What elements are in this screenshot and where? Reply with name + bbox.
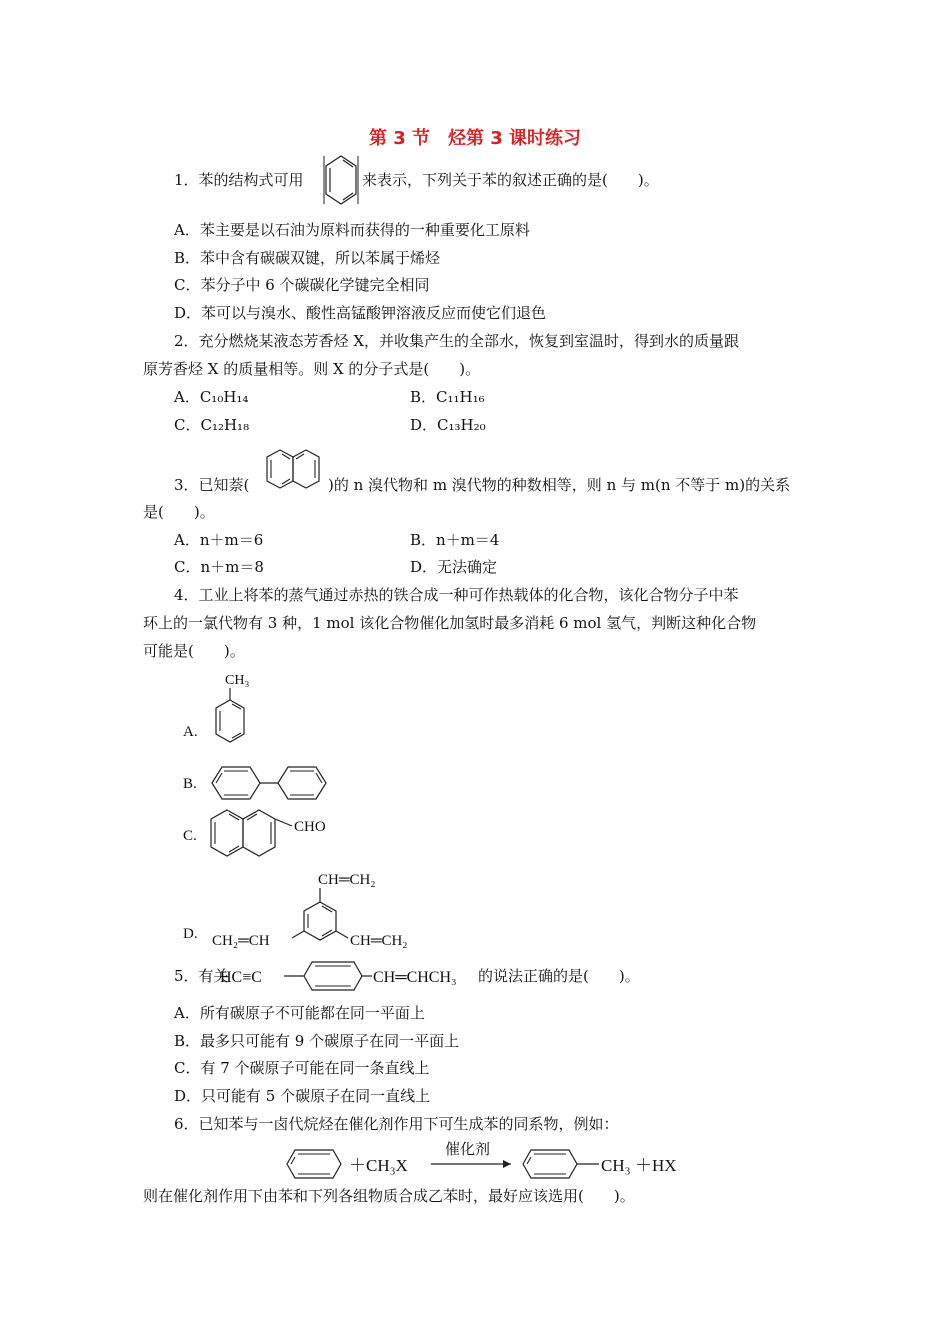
trivinylbenzene-structure-icon <box>212 866 452 956</box>
q4-line3: 可能是( )。 <box>143 642 245 660</box>
q4-option-b-label: B. <box>183 776 197 792</box>
q1-option-d: D．苯可以与溴水、酸性高锰酸钾溶液反应而使它们退色 <box>174 304 547 322</box>
q3-option-d: D．无法确定 <box>410 558 498 576</box>
q2-line2: 原芳香烃 X 的质量相等。则 X 的分子式是( )。 <box>143 360 481 378</box>
toluene-ch3-label: CH₃ <box>225 673 250 688</box>
q4-line2: 环上的一氯代物有 3 种，1 mol 该化合物催化加氢时最多消耗 6 mol 氢气，判断这种化合物 <box>143 614 757 632</box>
q6-reaction-equation <box>285 1138 705 1184</box>
q5-option-c: C．有 7 个碳原子可能在同一条直线上 <box>174 1059 430 1077</box>
vinyl-left-label: CH₂═CH <box>212 933 270 949</box>
q2-option-b: B．C₁₁H₁₆ <box>410 388 485 406</box>
biphenyl-structure-icon <box>210 764 340 804</box>
q3-option-a: A．n＋m＝6 <box>174 531 264 549</box>
q5-compound-structure-icon <box>220 956 475 996</box>
q5-option-a: A．所有碳原子不可能都在同一平面上 <box>174 1004 425 1022</box>
q3-stem-part1: 3．已知萘( <box>174 476 250 494</box>
q5-formula-right: CH═CHCH₃ <box>373 969 457 986</box>
q4-option-c-label: C. <box>183 828 197 844</box>
q1-option-c: C．苯分子中 6 个碳碳化学键完全相同 <box>174 276 430 294</box>
q1-stem-part1: 1．苯的结构式可用 <box>174 171 304 189</box>
q5-stem-part1: 5．有关 <box>174 967 229 985</box>
vinyl-right-label: CH═CH₂ <box>350 933 408 949</box>
naphthaldehyde-structure-icon <box>206 806 346 862</box>
q2-option-d: D．C₁₃H₂₀ <box>410 416 486 434</box>
page-title: 第 3 节 烃第 3 课时练习 <box>368 128 582 149</box>
q4-line1: 4．工业上将苯的蒸气通过赤热的铁合成一种可作热载体的化合物，该化合物分子中苯 <box>174 586 739 604</box>
benzene-kekule-icon <box>322 154 360 206</box>
q1-option-a: A．苯主要是以石油为原料而获得的一种重要化工原料 <box>174 221 530 239</box>
q5-formula-left: HC≡C <box>220 969 262 986</box>
arrow-head-icon <box>503 1160 511 1168</box>
q4-option-d-label: D. <box>183 926 198 942</box>
q6-line1: 6．已知苯与一卤代烷烃在催化剂作用下可生成苯的同系物，例如： <box>174 1115 619 1133</box>
q6-line2: 则在催化剂作用下由苯和下列各组物质合成乙苯时，最好应该选用( )。 <box>143 1187 635 1205</box>
q5-stem-part2: 的说法正确的是( )。 <box>478 967 640 985</box>
cho-group-label: CHO <box>294 819 326 835</box>
q2-option-a: A．C₁₀H₁₄ <box>174 388 249 406</box>
q3-option-b: B．n＋m＝4 <box>410 531 500 549</box>
q6-product-substituent: CH₃ <box>601 1156 631 1175</box>
q3-line2: 是( )。 <box>143 503 215 521</box>
vinyl-top-label: CH═CH₂ <box>318 872 376 888</box>
q5-option-d: D．只可能有 5 个碳原子在同一直线上 <box>174 1087 431 1105</box>
q2-line1: 2．充分燃烧某液态芳香烃 X，并收集产生的全部水，恢复到室温时，得到水的质量跟 <box>174 332 739 350</box>
q3-option-c: C．n＋m＝8 <box>174 558 264 576</box>
q1-option-b: B．苯中含有碳碳双键，所以苯属于烯烃 <box>174 249 441 267</box>
q4-option-a-label: A. <box>183 724 198 740</box>
naphthalene-icon <box>263 446 327 492</box>
q2-option-c: C．C₁₂H₁₈ <box>174 416 250 434</box>
q6-byproduct: ＋HX <box>635 1156 677 1175</box>
q6-reagent: ＋CH₃X <box>349 1156 408 1175</box>
toluene-structure-icon <box>205 668 295 758</box>
q6-catalyst-label: 催化剂 <box>445 1142 491 1158</box>
q1-stem-part2: 来表示，下列关于苯的叙述正确的是( )。 <box>362 171 659 189</box>
q5-option-b: B．最多只可能有 9 个碳原子在同一平面上 <box>174 1032 460 1050</box>
q3-stem-part2: )的 n 溴代物和 m 溴代物的种数相等，则 n 与 m(n 不等于 m)的关系 <box>328 476 791 494</box>
